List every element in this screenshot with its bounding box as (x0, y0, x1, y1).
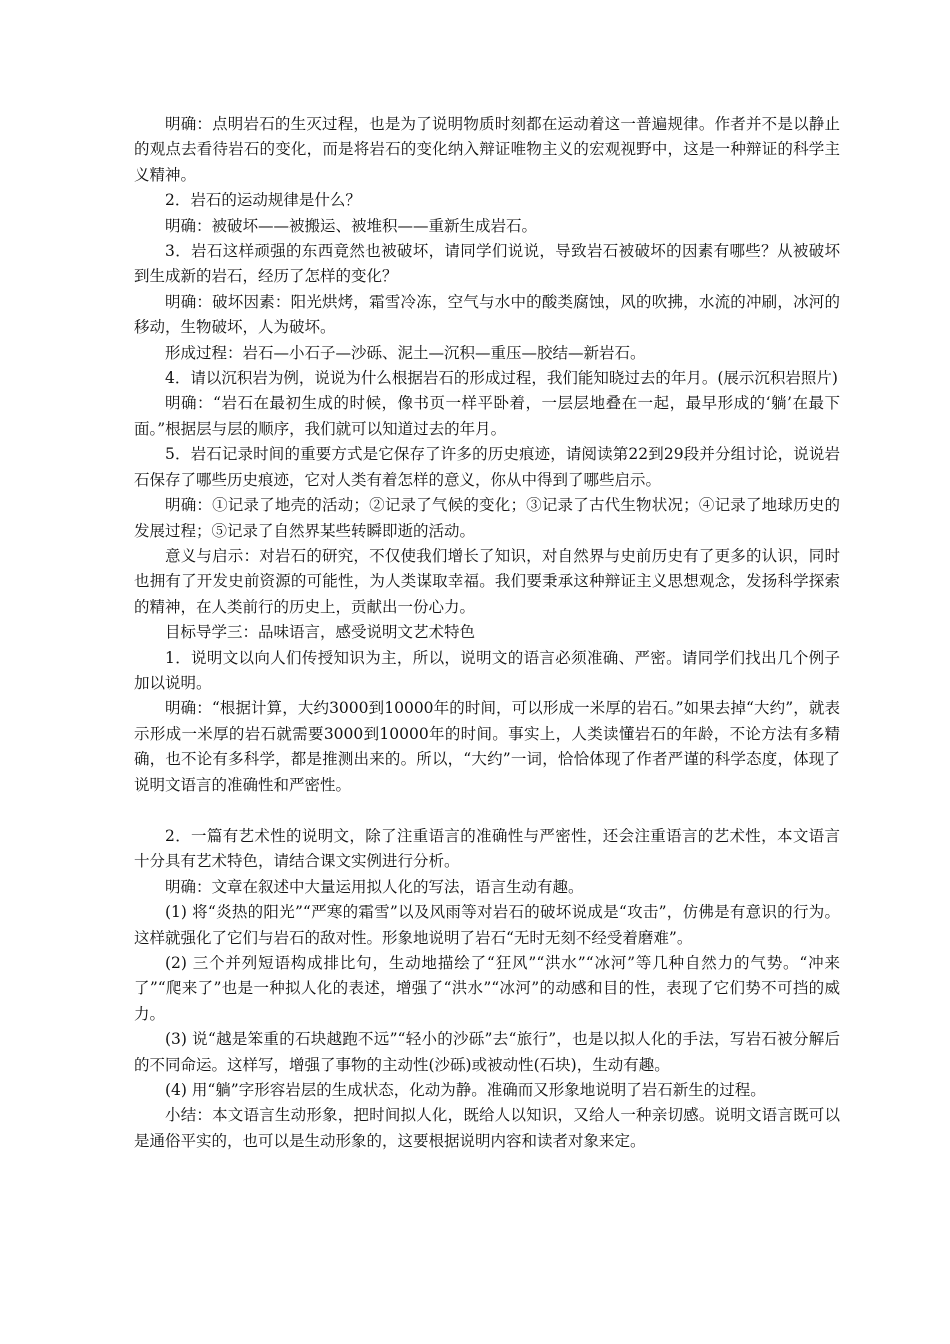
answer-2: 明确：被破坏——被搬运、被堆积——重新生成岩石。 (165, 216, 538, 235)
question-2-art: 2．一篇有艺术性的说明文，除了注重语言的准确性与严密性，还会注重语言的艺术性，本文语言十分具有艺术特色，请结合课文实例进行分析。 (134, 826, 840, 871)
example-4: (4) 用“躺”字形容岩层的生成状态，化动为静。准确而又形象地说明了岩石新生的过程。 (165, 1081, 766, 1100)
example-1: (1) 将“炎热的阳光”“严寒的霜雪”以及风雨等对岩石的破坏说成是“攻击”，仿佛是有意识的行为。这样就强化了它们与岩石的敌对性。形象地说明了岩石“无时无刻不经受着磨难”。 (134, 903, 840, 947)
answer-2-art: 明确：文章在叙述中大量运用拟人化的写法，语言生动有趣。 (165, 877, 584, 896)
example-2: (2) 三个并列短语构成排比句，生动地描绘了“狂风”“洪水”“冰河”等几种自然力的气势。“冲来了”“爬来了”也是一种拟人化的表述，增强了“洪水”“冰河”的动感和目的性，表现了它们势不可挡的威力。 (134, 954, 840, 1023)
answer-4: 明确：“岩石在最初生成的时候，像书页一样平卧着，一层层地叠在一起，最早形成的‘躺’在最下面。”根据层与层的顺序，我们就可以知道过去的年月。 (134, 394, 840, 438)
question-3: 3．岩石这样顽强的东西竟然也被破坏，请同学们说说，导致岩石被破坏的因素有哪些？从被破坏到生成新的岩石，经历了怎样的变化？ (134, 242, 840, 286)
answer-1-language: 明确：“根据计算，大约3000到10000年的时间，可以形成一米厚的岩石。”如果去掉“大约”，就表示形成一米厚的岩石就需要3000到10000年的时间。事实上，人类读懂岩石的年龄，不论方法有多精确，也不论有多科学，都是推测出来的。所以，“大约”一词，恰恰体现了作者严谨的科学态度，体现了说明文语言的准确性和严密性。 (134, 699, 840, 794)
paragraph-clarify-rock-cycle: 明确：点明岩石的生灭过程，也是为了说明物质时刻都在运动着这一普遍规律。作者并不是以静止的观点去看待岩石的变化，而是将岩石的变化纳入辩证唯物主义的宏观视野中，这是一种辩证的科学主义精神。 (134, 115, 840, 184)
significance-paragraph: 意义与启示：对岩石的研究，不仅使我们增长了知识，对自然界与史前历史有了更多的认识，同时也拥有了开发史前资源的可能性，为人类谋取幸福。我们要秉承这种辩证主义思想观念，发扬科学探索的精神，在人类前行的历史上，贡献出一份心力。 (134, 546, 840, 616)
summary-paragraph: 小结：本文语言生动形象，把时间拟人化，既给人以知识，又给人一种亲切感。说明文语言既可以是通俗平实的，也可以是生动形象的，这要根据说明内容和读者对象来定。 (134, 1106, 840, 1150)
example-3: (3) 说“越是笨重的石块越跑不远”“轻小的沙砾”去“旅行”，也是以拟人化的手法，写岩石被分解后的不同命运。这样写，增强了事物的主动性(沙砾)或被动性(石块)，生动有趣。 (134, 1030, 840, 1074)
section-heading-goal-3: 目标导学三：品味语言，感受说明文艺术特色 (165, 623, 476, 642)
answer-5: 明确：①记录了地壳的活动；②记录了气候的变化；③记录了古代生物状况；④记录了地球历史的发展过程；⑤记录了自然界某些转瞬即逝的活动。 (134, 496, 840, 540)
answer-3-process: 形成过程：岩石—小石子—沙砾、泥土—沉积—重压—胶结—新岩石。 (165, 343, 646, 362)
paragraph-gap (134, 798, 840, 824)
question-4: 4．请以沉积岩为例，说说为什么根据岩石的形成过程，我们能知晓过去的年月。(展示沉积岩照片) (165, 369, 838, 388)
document-page (134, 112, 840, 1154)
answer-3-factors: 明确：破坏因素：阳光烘烤，霜雪冷冻，空气与水中的酸类腐蚀，风的吹拂，水流的冲刷，冰河的移动，生物破坏，人为破坏。 (134, 292, 840, 337)
question-1-language: 1．说明文以向人们传授知识为主，所以，说明文的语言必须准确、严密。请同学们找出几个例子加以说明。 (134, 648, 840, 692)
question-5: 5．岩石记录时间的重要方式是它保存了许多的历史痕迹，请阅读第22到29段并分组讨论，说说岩石保存了哪些历史痕迹，它对人类有着怎样的意义，你从中得到了哪些启示。 (134, 445, 840, 489)
question-2: 2．岩石的运动规律是什么？ (165, 191, 361, 210)
